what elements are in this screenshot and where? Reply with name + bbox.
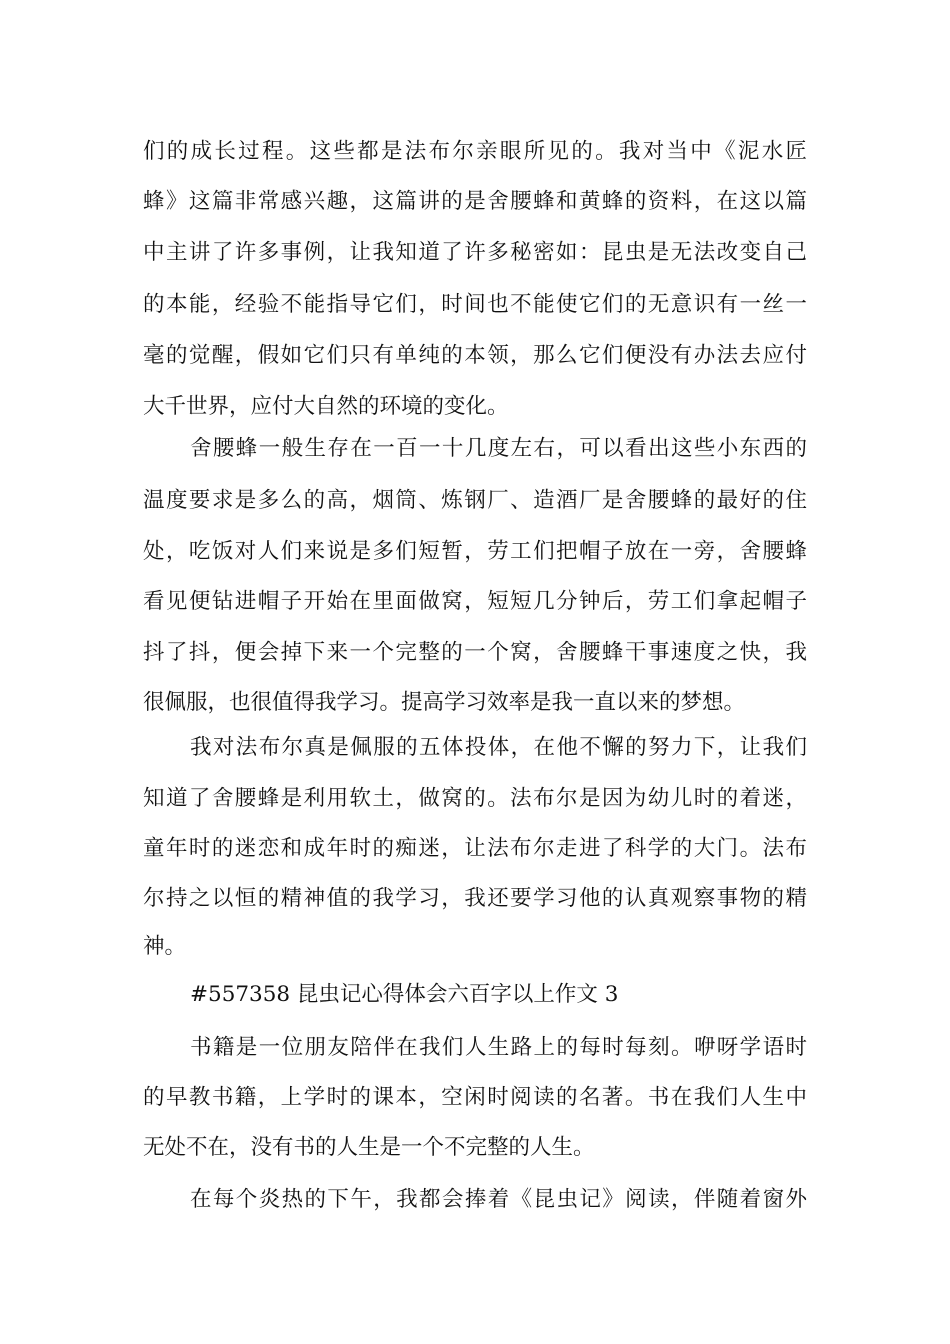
paragraph-first-line: 我对法布尔真是佩服的五体投体，在他不懈的努力下，让我们 (190, 735, 807, 760)
text-line: 大千世界，应付大自然的环境的变化。 (143, 394, 509, 419)
text-line: 很佩服，也很值得我学习。提高学习效率是我一直以来的梦想。 (143, 690, 746, 715)
paragraph-first-line: 舍腰蜂一般生存在一百一十几度左右，可以看出这些小东西的 (190, 436, 807, 461)
text-line: 的早教书籍，上学时的课本，空闲时阅读的名著。书在我们人生中 (143, 1085, 807, 1110)
text-line: 看见便钻进帽子开始在里面做窝，短短几分钟后，劳工们拿起帽子 (143, 589, 807, 614)
text-line: 无处不在，没有书的人生是一个不完整的人生。 (143, 1135, 595, 1160)
text-line: 温度要求是多么的高，烟筒、炼钢厂、造酒厂是舍腰蜂的最好的住 (143, 488, 807, 513)
text-line: 抖了抖，便会掉下来一个完整的一个窝，舍腰蜂干事速度之快，我 (143, 640, 807, 665)
text-line: 的本能，经验不能指导它们，时间也不能使它们的无意识有一丝一 (143, 292, 807, 317)
paragraph-first-line: 书籍是一位朋友陪伴在我们人生路上的每时每刻。咿呀学语时 (190, 1035, 807, 1060)
text-line: 尔持之以恒的精神值的我学习，我还要学习他的认真观察事物的精 (143, 886, 807, 911)
text-line: 知道了舍腰蜂是利用软土，做窝的。法布尔是因为幼儿时的着迷， (143, 786, 807, 811)
text-line: 蜂》这篇非常感兴趣，这篇讲的是舍腰蜂和黄蜂的资料，在这以篇 (143, 189, 807, 214)
paragraph-first-line: 在每个炎热的下午，我都会捧着《昆虫记》阅读，伴随着窗外 (190, 1187, 807, 1212)
text-line: 神。 (143, 934, 187, 959)
text-line: 童年时的迷恋和成年时的痴迷，让法布尔走进了科学的大门。法布 (143, 836, 807, 861)
text-line: 处，吃饭对人们来说是多们短暂，劳工们把帽子放在一旁，舍腰蜂 (143, 539, 807, 564)
text-line: 毫的觉醒，假如它们只有单纯的本领，那么它们便没有办法去应付 (143, 343, 807, 368)
section-heading: #557358 昆虫记心得体会六百字以上作文 3 (190, 982, 619, 1007)
text-line: 们的成长过程。这些都是法布尔亲眼所见的。我对当中《泥水匠 (143, 139, 807, 164)
text-line: 中主讲了许多事例，让我知道了许多秘密如：昆虫是无法改变自己 (143, 240, 807, 265)
